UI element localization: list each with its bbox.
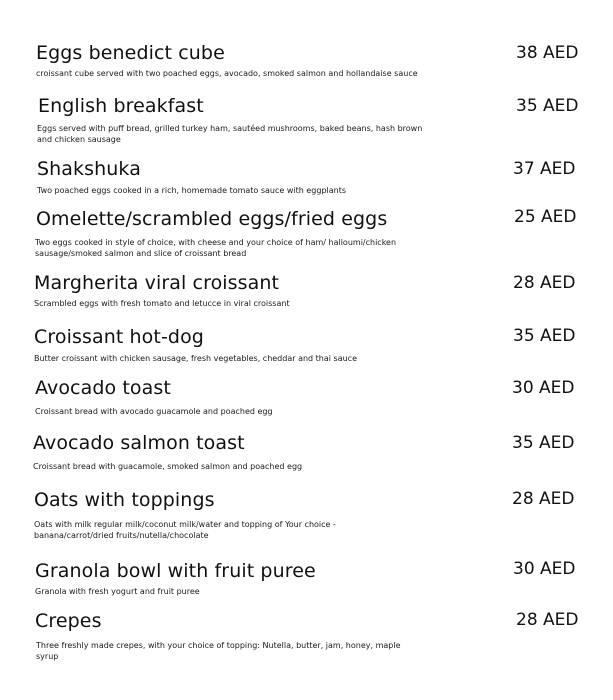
item-description: Oats with milk regular milk/coconut milk/water and topping of Your choice - banana/carrot/dried fruits/nutella/chocolate xyxy=(34,520,336,540)
item-price: 35 AED xyxy=(513,326,576,346)
item-price: 35 AED xyxy=(516,96,579,116)
item-price: 37 AED xyxy=(513,159,576,179)
item-name: English breakfast xyxy=(38,95,204,117)
item-name: Avocado toast xyxy=(35,377,171,399)
item-description: Croissant bread with avocado guacamole and poached egg xyxy=(35,407,273,416)
item-description: Butter croissant with chicken sausage, fresh vegetables, cheddar and thai sauce xyxy=(34,354,358,363)
item-description: Scrambled eggs with fresh tomato and letucce in viral croissant xyxy=(34,299,290,308)
item-description: Two poached eggs cooked in a rich, homemade tomato sauce with eggplants xyxy=(37,186,347,195)
item-name: Omelette/scrambled eggs/fried eggs xyxy=(36,208,388,230)
item-price: 30 AED xyxy=(512,378,575,398)
item-description: Croissant bread with guacamole, smoked salmon and poached egg xyxy=(33,462,303,471)
item-price: 30 AED xyxy=(513,559,576,579)
item-price: 35 AED xyxy=(512,433,575,453)
item-name: Oats with toppings xyxy=(34,489,215,511)
item-price: 25 AED xyxy=(514,207,577,227)
item-name: Crepes xyxy=(35,610,102,632)
item-name: Margherita viral croissant xyxy=(34,272,280,294)
item-name: Granola bowl with fruit puree xyxy=(35,560,316,582)
item-name: Croissant hot-dog xyxy=(34,326,204,348)
item-description: Three freshly made crepes, with your choice of topping: Nutella, butter, jam, honey, maple syrup xyxy=(36,641,401,661)
item-price: 28 AED xyxy=(516,610,579,630)
item-name: Eggs benedict cube xyxy=(36,42,225,64)
item-price: 28 AED xyxy=(512,489,575,509)
item-name: Shakshuka xyxy=(37,158,141,180)
item-description: croissant cube served with two poached eggs, avocado, smoked salmon and hollandaise sauce xyxy=(36,69,418,78)
item-description: Eggs served with puff bread, grilled turkey ham, sautéed mushrooms, baked beans, hash brown and chicken sausage xyxy=(37,124,423,144)
item-price: 38 AED xyxy=(516,43,579,63)
item-description: Granola with fresh yogurt and fruit puree xyxy=(35,587,200,596)
item-name: Avocado salmon toast xyxy=(33,432,245,454)
item-price: 28 AED xyxy=(513,273,576,293)
item-description: Two eggs cooked in style of choice, with cheese and your choice of ham/ halloumi/chicken sausage/smoked salmon and slice of croissant bread xyxy=(35,238,397,258)
